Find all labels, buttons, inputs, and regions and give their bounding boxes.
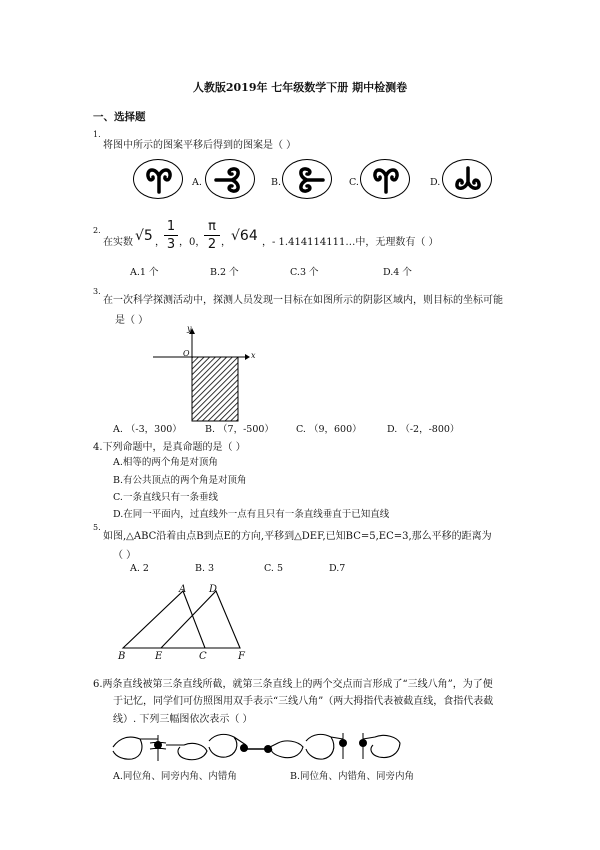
q2-option-c[interactable]: C.3 个 (290, 267, 319, 278)
q3-text-line1: 在一次科学探测活动中，探测人员发现一目标在如图所示的阴影区域内，则目标的坐标可能 (103, 295, 503, 306)
q5-label-b: B (118, 651, 126, 662)
q4-option-c[interactable]: C.一条直线只有一条垂线 (113, 492, 218, 503)
q2-suffix: ，- 1.414114111…中，无理数有（ ） (262, 237, 439, 248)
rotated-right-symbol-icon (283, 160, 333, 200)
q5-option-d[interactable]: D.7 (329, 563, 346, 574)
q1-option-d-label[interactable]: D. (430, 177, 441, 188)
q2-frac1-bar (164, 235, 178, 236)
q3-option-d[interactable]: D. （-2，-800） (387, 424, 460, 435)
q5-triangle-def (161, 591, 240, 648)
q3-number: 3. (93, 287, 101, 296)
q2-comma-1: ， (155, 237, 165, 248)
q1-option-b-pattern[interactable] (282, 159, 332, 199)
rotated-left-symbol-icon (206, 160, 256, 200)
q6-joint-icon (339, 739, 347, 747)
q2-comma-2: ， (221, 237, 231, 248)
section-title: 一、选择题 (93, 111, 146, 123)
q1-number: 1. (93, 130, 101, 139)
q2-fraction-pi-over-2 (204, 219, 220, 252)
q1-option-c-label[interactable]: C. (349, 177, 359, 188)
q6-text-line3: 线）. 下列三幅图依次表示（ ） (113, 714, 253, 725)
q2-number: 2. (93, 226, 101, 235)
q4-option-a[interactable]: A.相等的两个角是对顶角 (113, 457, 218, 468)
q5-number: 5. (93, 523, 101, 532)
q1-option-a-pattern[interactable] (205, 159, 255, 199)
q6-joint-icon (154, 741, 162, 749)
q2-zero: ，0， (179, 237, 206, 248)
q6-option-b[interactable]: B.同位角、内错角、同旁内角 (290, 771, 415, 782)
q6-joint-icon (240, 744, 248, 752)
q2-sqrt64: √64 (231, 228, 258, 244)
q2-frac2-denominator: 2 (207, 237, 217, 252)
ram-symbol-icon (134, 160, 184, 200)
q3-shaded-region (192, 357, 238, 421)
q3-option-c[interactable]: C. （9，600） (296, 424, 362, 435)
q1-option-b-label[interactable]: B. (271, 177, 282, 188)
page-title: 人教版2019年 七年级数学下册 期中检测卷 (192, 81, 408, 94)
q1-option-d-pattern[interactable] (442, 159, 492, 199)
q5-text-line2: （ ） (113, 550, 137, 561)
q4-option-b[interactable]: B.有公共顶点的两个角是对顶角 (113, 475, 247, 486)
q3-x-arrow-icon (245, 354, 250, 360)
q3-origin-label: O (183, 349, 190, 358)
q1-original-pattern (133, 159, 183, 199)
q2-frac2-numerator: π (208, 219, 216, 234)
q2-frac1-numerator: 1 (166, 219, 176, 234)
q6-option-a[interactable]: A.同位角、同旁内角、内错角 (113, 771, 237, 782)
q2-frac2-bar (204, 235, 220, 236)
ram-symbol-icon (361, 160, 411, 200)
q1-option-a-label[interactable]: A. (192, 177, 202, 188)
q6-hands-figure-1 (110, 727, 210, 765)
q3-x-label: x (251, 351, 256, 360)
q5-label-c: C (199, 651, 207, 662)
q2-option-d[interactable]: D.4 个 (383, 267, 412, 278)
q2-sqrt5: √5 (135, 228, 153, 244)
q5-option-c[interactable]: C. 5 (264, 563, 284, 574)
q6-hands-figure-2 (206, 727, 306, 765)
q6-text-line1: 6.两条直线被第三条直线所截，就第三条直线上的两个交点而言形成了“三线八角”，为了便 (93, 679, 493, 690)
q6-text-line2: 于记忆，同学们可仿照图用双手表示“三线八角”（两大拇指代表被截直线，食指代表截 (113, 696, 494, 707)
q6-hands-figure-3 (303, 727, 403, 765)
q2-option-a[interactable]: A.1 个 (130, 267, 159, 278)
q2-prefix: 在实数 (103, 237, 133, 248)
q5-label-f: F (238, 651, 245, 662)
q3-y-label: y (187, 324, 192, 333)
q6-joint-icon (264, 745, 272, 753)
q1-text: 将图中所示的图案平移后得到的图案是（ ） (103, 140, 297, 151)
q5-text-line1: 如图,△ABC沿着由点B到点E的方向,平移到△DEF,已知BC=5,EC=3,那么平移的距离为 (103, 531, 492, 542)
q5-triangle-abc (123, 591, 205, 648)
q2-fraction-one-third (164, 219, 178, 252)
q2-option-b[interactable]: B.2 个 (210, 267, 239, 278)
q3-option-b[interactable]: B. （7，-500） (205, 424, 274, 435)
q4-text: 4.下列命题中，是真命题的是（ ） (93, 442, 246, 453)
q6-joint-icon (359, 739, 367, 747)
q1-option-c-pattern[interactable] (360, 159, 410, 199)
q5-label-e: E (155, 651, 163, 662)
q3-option-a[interactable]: A. （-3，300） (113, 424, 182, 435)
q4-option-d[interactable]: D.在同一平面内，过直线外一点有且只有一条直线垂直于已知直线 (113, 509, 390, 520)
q5-option-a[interactable]: A. 2 (130, 563, 149, 574)
q3-coordinate-diagram (145, 325, 295, 425)
q2-frac1-denominator: 3 (166, 237, 176, 252)
q3-text-line2: 是（ ） (115, 315, 149, 326)
inverted-symbol-icon (443, 160, 493, 200)
q5-option-b[interactable]: B. 3 (195, 563, 215, 574)
q5-label-d: D (209, 584, 218, 595)
q5-label-a: A (179, 584, 187, 595)
